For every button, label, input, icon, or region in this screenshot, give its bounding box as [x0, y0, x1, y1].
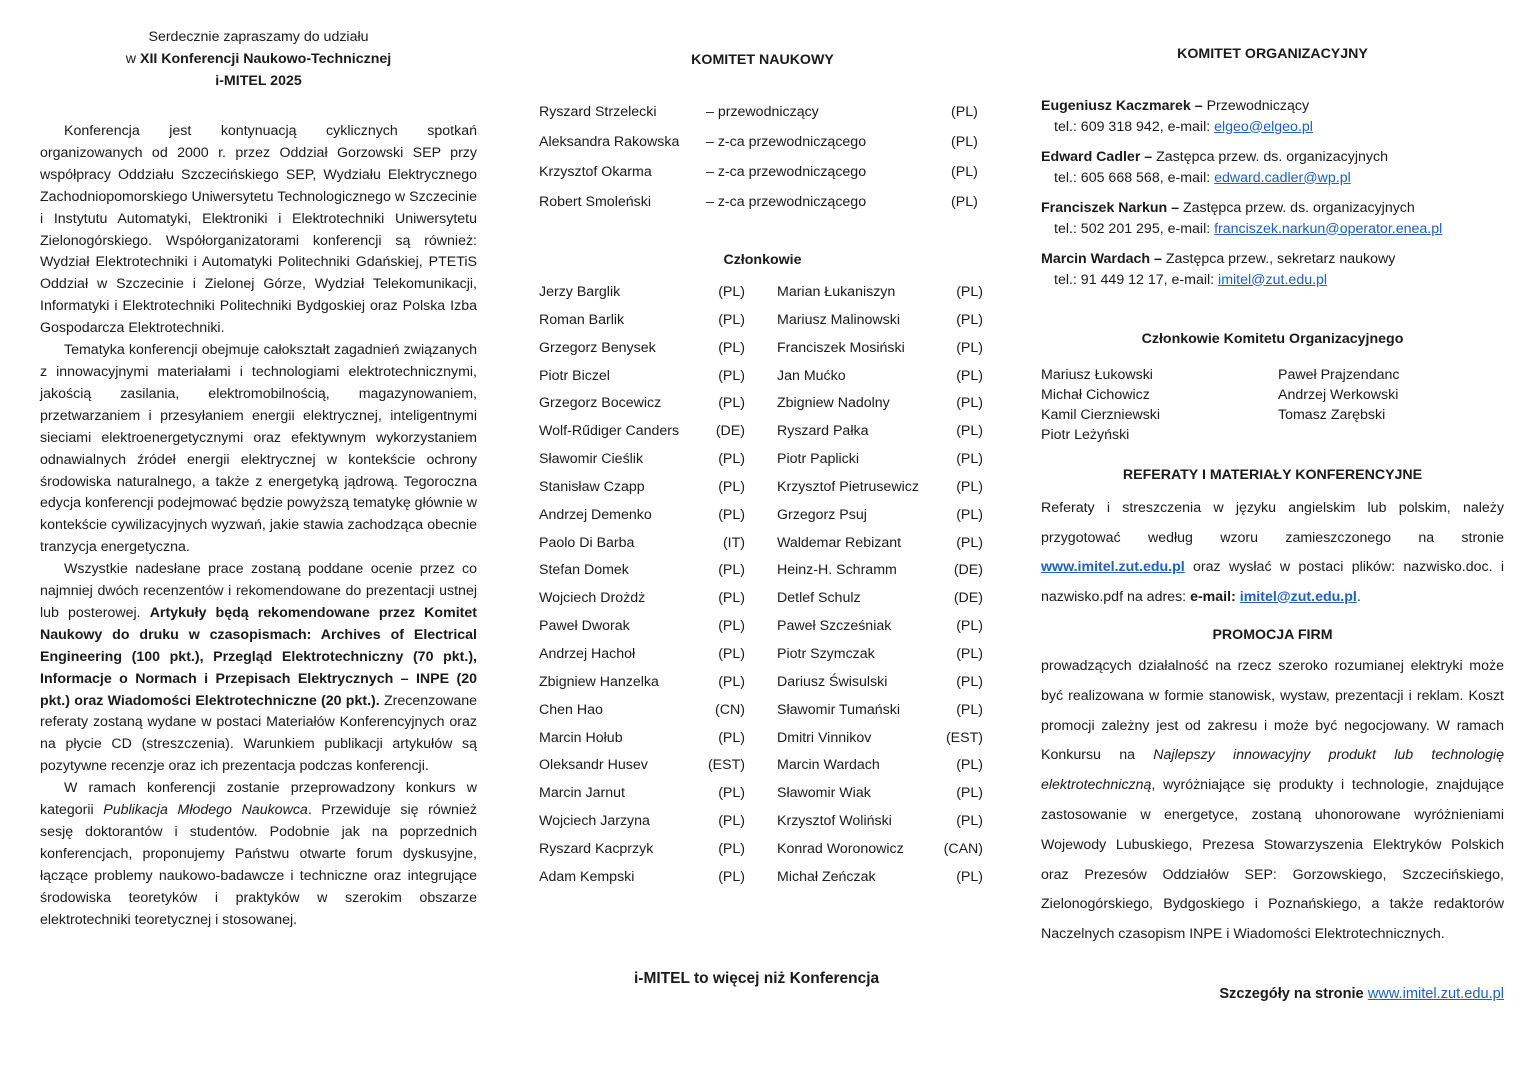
member-row: [539, 505, 986, 533]
organizer-contact: [1041, 219, 1504, 240]
details-footer: [1219, 986, 1504, 1002]
member-country: (DE): [953, 590, 983, 607]
organizing-members-title: Członkowie Komitetu Organizacyjnego: [1141, 331, 1404, 347]
scientific-committee-title: KOMITET NAUKOWY: [691, 52, 834, 68]
organizers-list: [1041, 96, 1504, 300]
promo-text-start: prowadzących działalność na rzecz szeroko rozumianej elektryki może być realizowana w formie stanowisk, wystaw, prezentacji i reklam. Koszt promocji zależny jest od zakresu i może być negocjowany. W ramach Konkursu na: [1041, 658, 1504, 764]
organizer-heading: [1041, 249, 1504, 270]
member-row: [539, 755, 986, 783]
member-row: [539, 393, 986, 421]
member-name: Grzegorz Bocewicz: [539, 395, 662, 412]
member-name: Stefan Domek: [539, 562, 629, 579]
committee-chairs: [539, 102, 986, 222]
organizer-name: Franciszek Narkun –: [1041, 200, 1179, 216]
member-country: (CN): [715, 701, 745, 718]
member-name: Oleksandr Husev: [539, 757, 648, 774]
member-country: (PL): [718, 367, 745, 384]
invitation-line-2: [40, 48, 477, 70]
invitation-prefix: w: [125, 51, 140, 67]
member-name: Stanisław Czapp: [539, 478, 645, 495]
email-label: e-mail:: [1190, 588, 1236, 605]
promo-title: PROMOCJA FIRM: [1212, 627, 1333, 643]
organizer-entry: [1041, 147, 1504, 188]
chair-row: [539, 162, 986, 192]
member-row: [539, 588, 986, 616]
member-country: (PL): [956, 813, 983, 830]
member-name: Krzysztof Pietrusewicz: [777, 478, 919, 495]
chair-country: (PL): [951, 134, 978, 150]
member-row: [539, 421, 986, 449]
member-country: (PL): [718, 673, 745, 690]
chair-name: Krzysztof Okarma: [539, 164, 652, 180]
member-row: [539, 366, 986, 394]
member-country: (PL): [718, 311, 745, 328]
member-name: Sławomir Tumański: [777, 701, 900, 718]
member-name: Detlef Schulz: [777, 590, 861, 607]
member-name: Jan Mućko: [777, 367, 846, 384]
member-name: Mariusz Malinowski: [777, 311, 900, 328]
member-country: (PL): [956, 284, 983, 300]
organizing-member-name: Kamil Cierzniewski: [1041, 407, 1161, 423]
member-row: [539, 533, 986, 561]
organizer-contact: [1041, 168, 1504, 189]
member-name: Grzegorz Benysek: [539, 339, 656, 356]
member-country: (PL): [956, 534, 983, 551]
member-name: Dariusz Świsulski: [777, 673, 888, 690]
member-name: Jerzy Barglik: [539, 284, 621, 300]
contest-name: Najlepszy innowacyjny produkt lub technologię elektrotechniczną: [1041, 747, 1504, 794]
chair-country: (PL): [951, 164, 978, 180]
member-name: Heinz-H. Schramm: [777, 562, 897, 579]
member-name: Piotr Biczel: [539, 367, 610, 384]
chair-country: (PL): [951, 194, 978, 210]
papers-text-mid: oraz wysłać w postaci plików: nazwisko.doc. i nazwisko.pdf na adres:: [1041, 559, 1504, 605]
contest-category: Publikacja Młodego Naukowca: [103, 802, 308, 819]
member-name: Dmitri Vinnikov: [777, 729, 872, 746]
member-row: [539, 338, 986, 366]
organizing-member-name: Piotr Leżyński: [1041, 427, 1130, 443]
paragraph-review: [40, 559, 477, 778]
tagline: i-MITEL to więcej niż Konferencja: [634, 970, 880, 987]
member-country: (PL): [956, 339, 983, 356]
member-name: Zbigniew Nadolny: [777, 395, 890, 412]
organizer-entry: [1041, 198, 1504, 239]
chair-role: – przewodniczący: [706, 104, 819, 120]
member-country: (IT): [722, 534, 745, 551]
member-name: Konrad Woronowicz: [777, 840, 904, 857]
organizer-entry: [1041, 96, 1504, 137]
promo-text-end: , wyróżniające się produkty i technologie, znajdujące zastosowanie w energetyce, zostaną uhonorowane wyróżnieniami Wojewody Lubuskiego, Prezesa Stowarzyszenia Elektryków Polskich oraz Prezesów Oddziałów SEP: Gorzowskiego, Szczecińskiego, Zielonogórskiego, Bydgoskiego i Poznańskiego, a także redaktorów Naczelnych czasopism INPE i Wiadomości Elektrotechnicznych.: [1041, 777, 1504, 943]
organizing-committee-title: KOMITET ORGANIZACYJNY: [1177, 46, 1368, 62]
member-country: (EST): [707, 757, 745, 774]
member-row: [539, 644, 986, 672]
member-country: (PL): [718, 284, 745, 300]
organizer-name: Eugeniusz Kaczmarek –: [1041, 98, 1203, 114]
member-country: (PL): [956, 506, 983, 523]
member-country: (PL): [718, 645, 745, 662]
member-row: [539, 310, 986, 338]
chair-role: – z-ca przewodniczącego: [706, 164, 867, 180]
member-country: (DE): [715, 423, 745, 440]
organizer-phone: tel.: 609 318 942, e-mail:: [1054, 118, 1215, 135]
member-country: (PL): [956, 868, 983, 885]
organizer-entry: [1041, 249, 1504, 290]
member-country: (PL): [956, 785, 983, 802]
organizer-name: Edward Cadler –: [1041, 149, 1153, 165]
organizing-member-name: Paweł Prajzendanc: [1278, 367, 1400, 383]
details-label: Szczegóły na stronie: [1219, 986, 1368, 1002]
papers-text-start: Referaty i streszczenia w języku angielskim lub polskim, należy przygotować według wzoru zamieszczonego na stronie: [1041, 500, 1504, 546]
chair-country: (PL): [951, 104, 978, 120]
member-row: [539, 560, 986, 588]
contest-text-start: W ramach konferencji zostanie przeprowadzony konkurs w kategorii: [40, 780, 477, 819]
member-row: [539, 728, 986, 756]
organizer-contact: [1041, 117, 1504, 138]
organizer-role: Zastępca przew., sekretarz naukowy: [1161, 251, 1396, 267]
member-country: (DE): [953, 562, 983, 579]
paragraph-contest: [40, 778, 477, 931]
member-row: [539, 449, 986, 477]
member-name: Paweł Dworak: [539, 618, 630, 635]
paragraph-topics: Tematyka konferencji obejmuje całokształt zagadnień związanych z innowacyjnymi materiałami i technologiami elektrotechnicznymi, jakością zasilania, elektromobilnością, magazynowaniem, przetwarzaniem i przesyłaniem energii elektrycznej, inteligentnymi sieciami elektroenergetycznymi oraz efektywnym wykorzystaniem odnawialnych źródeł energii elektrycznej w kontekście ochrony środowiska naturalnego, a także z energetyką jądrową. Tegoroczna edycja konferencji podejmować będzie powyższą tematykę głównie w kontekście cywilizacyjnych wyzwań, jakie stawia zachodząca obecnie tranzycja energetyczna.: [40, 342, 477, 556]
member-country: (PL): [956, 311, 983, 328]
member-name: Andrzej Hachoł: [539, 645, 636, 662]
member-country: (PL): [956, 673, 983, 690]
conference-name: XII Konferencji Naukowo-Technicznej: [139, 51, 392, 67]
member-name: Wolf-Rűdiger Canders: [539, 423, 680, 440]
organizer-phone: tel.: 605 668 568, e-mail:: [1054, 169, 1215, 186]
member-name: Chen Hao: [539, 701, 603, 718]
member-name: Marcin Jarnut: [539, 785, 625, 802]
chair-row: [539, 192, 986, 222]
member-name: Paolo Di Barba: [539, 534, 635, 551]
member-country: (CAN): [943, 840, 983, 857]
organizing-member-name: Tomasz Zarębski: [1278, 407, 1386, 423]
organizing-member-name: Andrzej Werkowski: [1278, 387, 1399, 403]
papers-text: [1041, 494, 1504, 612]
chair-name: Aleksandra Rakowska: [539, 134, 680, 150]
member-country: (PL): [956, 423, 983, 440]
submission-email-link[interactable]: imitel@zut.edu.pl: [1239, 588, 1357, 605]
invitation-heading: [40, 26, 477, 92]
member-country: (PL): [718, 478, 745, 495]
member-country: (PL): [956, 451, 983, 468]
member-country: (EST): [945, 729, 983, 746]
member-row: [539, 616, 986, 644]
organizing-members-left: [1041, 365, 1160, 445]
chair-role: – z-ca przewodniczącego: [706, 194, 867, 210]
member-name: Wojciech Jarzyna: [539, 813, 650, 830]
member-country: (PL): [718, 813, 745, 830]
member-name: Sławomir Cieślik: [539, 451, 644, 468]
member-row: [539, 811, 986, 839]
member-row: [539, 477, 986, 505]
chair-name: Robert Smoleński: [539, 194, 651, 210]
member-name: Piotr Paplicki: [777, 451, 860, 468]
details-website-link[interactable]: www.imitel.zut.edu.pl: [1367, 986, 1504, 1002]
member-country: (PL): [718, 562, 745, 579]
member-name: Adam Kempski: [539, 868, 635, 885]
member-name: Franciszek Mosiński: [777, 339, 905, 356]
organizer-phone: tel.: 502 201 295, e-mail:: [1054, 220, 1215, 237]
organizer-name: Marcin Wardach –: [1041, 251, 1162, 267]
member-name: Ryszard Kacprzyk: [539, 840, 654, 857]
invitation-line-1: Serdecznie zapraszamy do udziału: [148, 29, 369, 45]
member-country: (PL): [718, 868, 745, 885]
organizer-heading: [1041, 198, 1504, 219]
member-name: Krzysztof Woliński: [777, 813, 892, 830]
member-country: (PL): [718, 618, 745, 635]
member-row: [539, 700, 986, 728]
member-name: Paweł Szcześniak: [777, 618, 892, 635]
organizer-email-link[interactable]: elgeo@elgeo.pl: [1214, 118, 1313, 135]
website-link[interactable]: www.imitel.zut.edu.pl: [1041, 559, 1185, 575]
member-country: (PL): [718, 590, 745, 607]
review-text-end: Zrecenzowane referaty zostaną wydane w postaci Materiałów Konferencyjnych oraz na płycie CD (streszczenia). Warunkiem publikacji artykułów są pozytywne recenzje oraz ich prezentacja podczas konferencji.: [40, 692, 478, 775]
member-name: Zbigniew Hanzelka: [539, 673, 659, 690]
member-name: Roman Barlik: [539, 311, 625, 328]
chair-role: – z-ca przewodniczącego: [706, 134, 867, 150]
member-country: (PL): [718, 729, 745, 746]
member-name: Wojciech Drożdż: [539, 590, 646, 607]
organizer-phone: tel.: 91 449 12 17, e-mail:: [1054, 271, 1219, 288]
member-country: (PL): [956, 395, 983, 412]
member-name: Marcin Wardach: [777, 757, 880, 774]
member-row: [539, 839, 986, 867]
conference-edition: i-MITEL 2025: [215, 73, 302, 89]
contest-text-end: . Przewiduje się również sesję doktorantów i studentów. Podobnie jak na poprzednich konferencjach, proponujemy Państwu otwarte forum dyskusyjne, łączące problemy naukowo-badawcze i techniczne oraz integrujące środowiska teoretyków i praktyków w szerokim obszarze elektrotechniki teoretycznej i stosowanej.: [40, 802, 478, 928]
member-row: [539, 282, 986, 310]
member-country: (PL): [718, 840, 745, 857]
chair-row: [539, 102, 986, 132]
organizing-members-right: [1278, 365, 1399, 425]
member-name: Marian Łukaniszyn: [777, 284, 896, 300]
papers-text-end: .: [1356, 588, 1361, 605]
member-country: (PL): [956, 367, 983, 384]
review-text-start: Wszystkie nadesłane prace zostaną poddane ocenie przez co najmniej dwóch recenzentów i rekomendowane do prezentacji ustnej lub posterowej.: [40, 561, 477, 621]
paragraph-history: Konferencja jest kontynuacją cyklicznych spotkań organizowanych od 2000 r. przez Oddział Gorzowski SEP przy współpracy Oddziału Szczecińskiego SEP, Wydziału Elektrycznego Zachodniopomorskiego Uniwersytetu Technologicznego w Szczecinie i Instytutu Automatyki, Elektroniki i Elektrotechniki Uniwersytetu Zielonogórskiego. Współorganizatorami konferencji są również: Wydział Elektrotechniki i Automatyki Politechniki Gdańskiej, PTETiS Oddział w Szczecinie i Zielonej Górze, Wydział Telekomunikacji, Informatyki i Elektrotechniki Politechniki Bydgoskiej oraz Polska Izba Gospodarcza Elektrotechniki.: [40, 123, 477, 337]
member-row: [539, 867, 986, 895]
member-name: Grzegorz Psuj: [777, 506, 867, 523]
member-name: Ryszard Pałka: [777, 423, 869, 440]
organizing-member-name: Michał Cichowicz: [1041, 387, 1150, 403]
organizer-heading: [1041, 96, 1504, 117]
organizer-email-link[interactable]: franciszek.narkun@operator.enea.pl: [1214, 220, 1443, 237]
member-name: Sławomir Wiak: [777, 785, 871, 802]
members-title: Członkowie: [723, 252, 802, 268]
member-country: (PL): [956, 757, 983, 774]
member-row: [539, 672, 986, 700]
organizing-member-name: Mariusz Łukowski: [1041, 367, 1153, 383]
description-body: [40, 121, 477, 932]
member-country: (PL): [956, 645, 983, 662]
member-country: (PL): [956, 618, 983, 635]
member-country: (PL): [718, 785, 745, 802]
chair-name: Ryszard Strzelecki: [539, 104, 657, 120]
member-name: Waldemar Rebizant: [777, 534, 902, 551]
members-list: [539, 282, 986, 895]
promo-text: [1041, 652, 1504, 950]
member-country: (PL): [718, 451, 745, 468]
member-name: Andrzej Demenko: [539, 506, 652, 523]
member-name: Piotr Szymczak: [777, 645, 875, 662]
organizer-email-link[interactable]: imitel@zut.edu.pl: [1218, 271, 1328, 288]
member-country: (PL): [718, 395, 745, 412]
organizer-role: Zastępca przew. ds. organizacyjnych: [1152, 149, 1388, 165]
organizer-role: Zastępca przew. ds. organizacyjnych: [1179, 200, 1415, 216]
member-country: (PL): [956, 478, 983, 495]
papers-title: REFERATY I MATERIAŁY KONFERENCYJNE: [1122, 467, 1423, 483]
member-name: Marcin Hołub: [539, 729, 623, 746]
organizer-role: Przewodniczący: [1202, 98, 1310, 114]
organizer-email-link[interactable]: edward.cadler@wp.pl: [1214, 169, 1351, 186]
organizer-heading: [1041, 147, 1504, 168]
chair-row: [539, 132, 986, 162]
journals-recommendation: Artykuły będą rekomendowane przez Komitet Naukowy do druku w czasopismach: Archives of Electrical Engineering (100 pkt.), Przegląd Elektrotechniczny (70 pkt.), Informacje o Normach i Przepisach Elektrycznych – INPE (20 pkt.) oraz Wiadomości Elektrotechniczne (20 pkt.).: [40, 604, 477, 709]
member-row: [539, 783, 986, 811]
organizer-contact: [1041, 270, 1504, 291]
member-country: (PL): [718, 339, 745, 356]
member-country: (PL): [718, 506, 745, 523]
member-country: (PL): [956, 701, 983, 718]
member-name: Michał Zeńczak: [777, 868, 876, 885]
